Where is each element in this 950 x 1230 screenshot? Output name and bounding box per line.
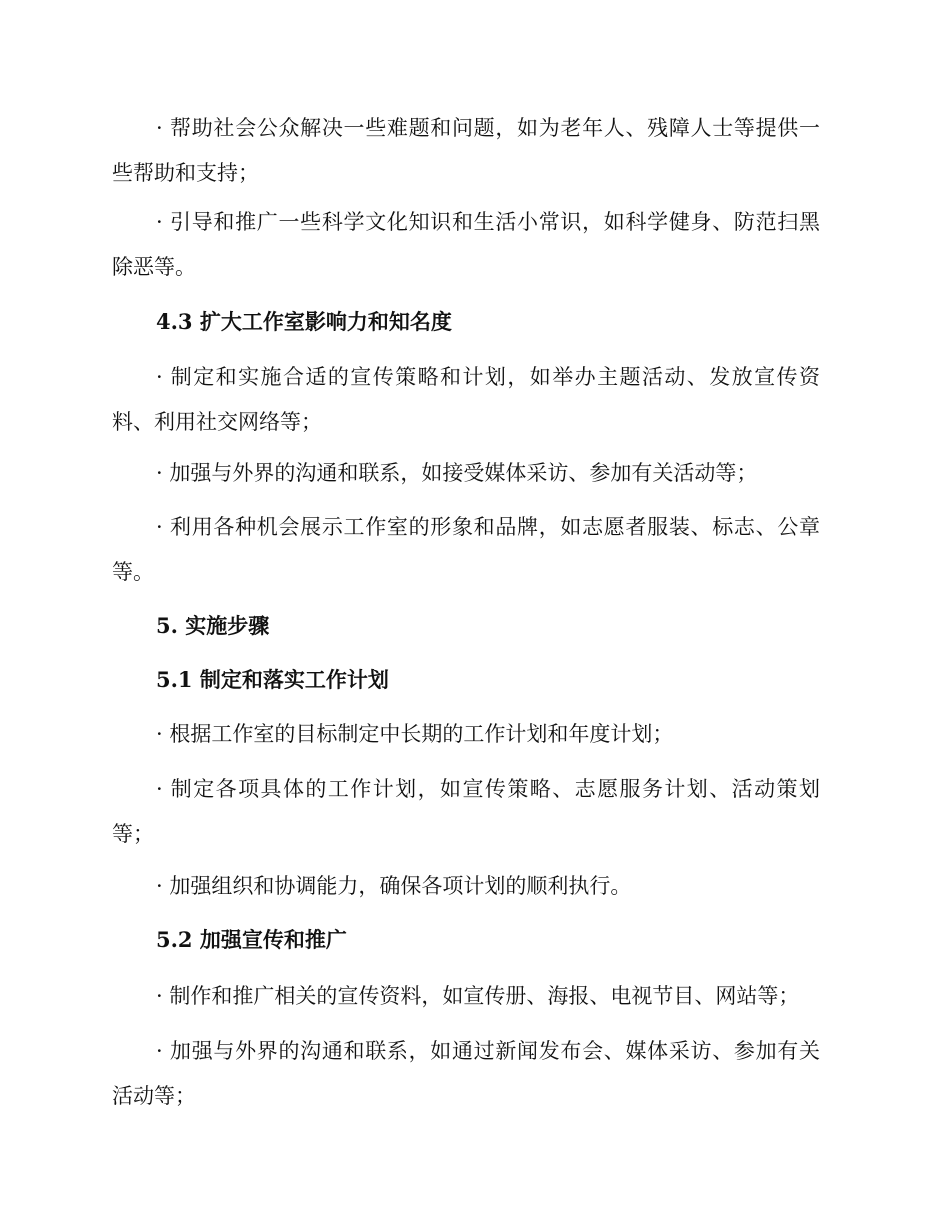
paragraph-promotion-materials: · 制作和推广相关的宣传资料，如宣传册、海报、电视节目、网站等； [156,984,800,1008]
heading-5-2: 5.2 加强宣传和推广 [156,927,347,952]
paragraph-external-communication: · 加强与外界的沟通和联系，如接受媒体采访、参加有关活动等； [156,461,758,485]
paragraph-help-public: · 帮助社会公众解决一些难题和问题，如为老年人、残障人士等提供一些帮助和支持； [112,116,820,185]
paragraph-brand-image: · 利用各种机会展示工作室的形象和品牌，如志愿者服装、标志、公章等。 [112,515,820,584]
heading-5: 5. 实施步骤 [156,613,270,638]
paragraph-publicity-strategy: · 制定和实施合适的宣传策略和计划，如举办主题活动、发放宣传资料、利用社交网络等； [112,365,820,434]
paragraph-press-communication: · 加强与外界的沟通和联系，如通过新闻发布会、媒体采访、参加有关活动等； [112,1039,820,1108]
paragraph-long-term-plan: · 根据工作室的目标制定中长期的工作计划和年度计划； [156,722,674,746]
heading-5-1: 5.1 制定和落实工作计划 [156,667,389,692]
heading-4-3: 4.3 扩大工作室影响力和知名度 [156,309,452,334]
paragraph-specific-plans: · 制定各项具体的工作计划，如宣传策略、志愿服务计划、活动策划等； [112,777,820,846]
paragraph-science-knowledge: · 引导和推广一些科学文化知识和生活小常识，如科学健身、防范扫黑除恶等。 [112,210,820,279]
paragraph-coordination: · 加强组织和协调能力，确保各项计划的顺利执行。 [156,874,632,898]
